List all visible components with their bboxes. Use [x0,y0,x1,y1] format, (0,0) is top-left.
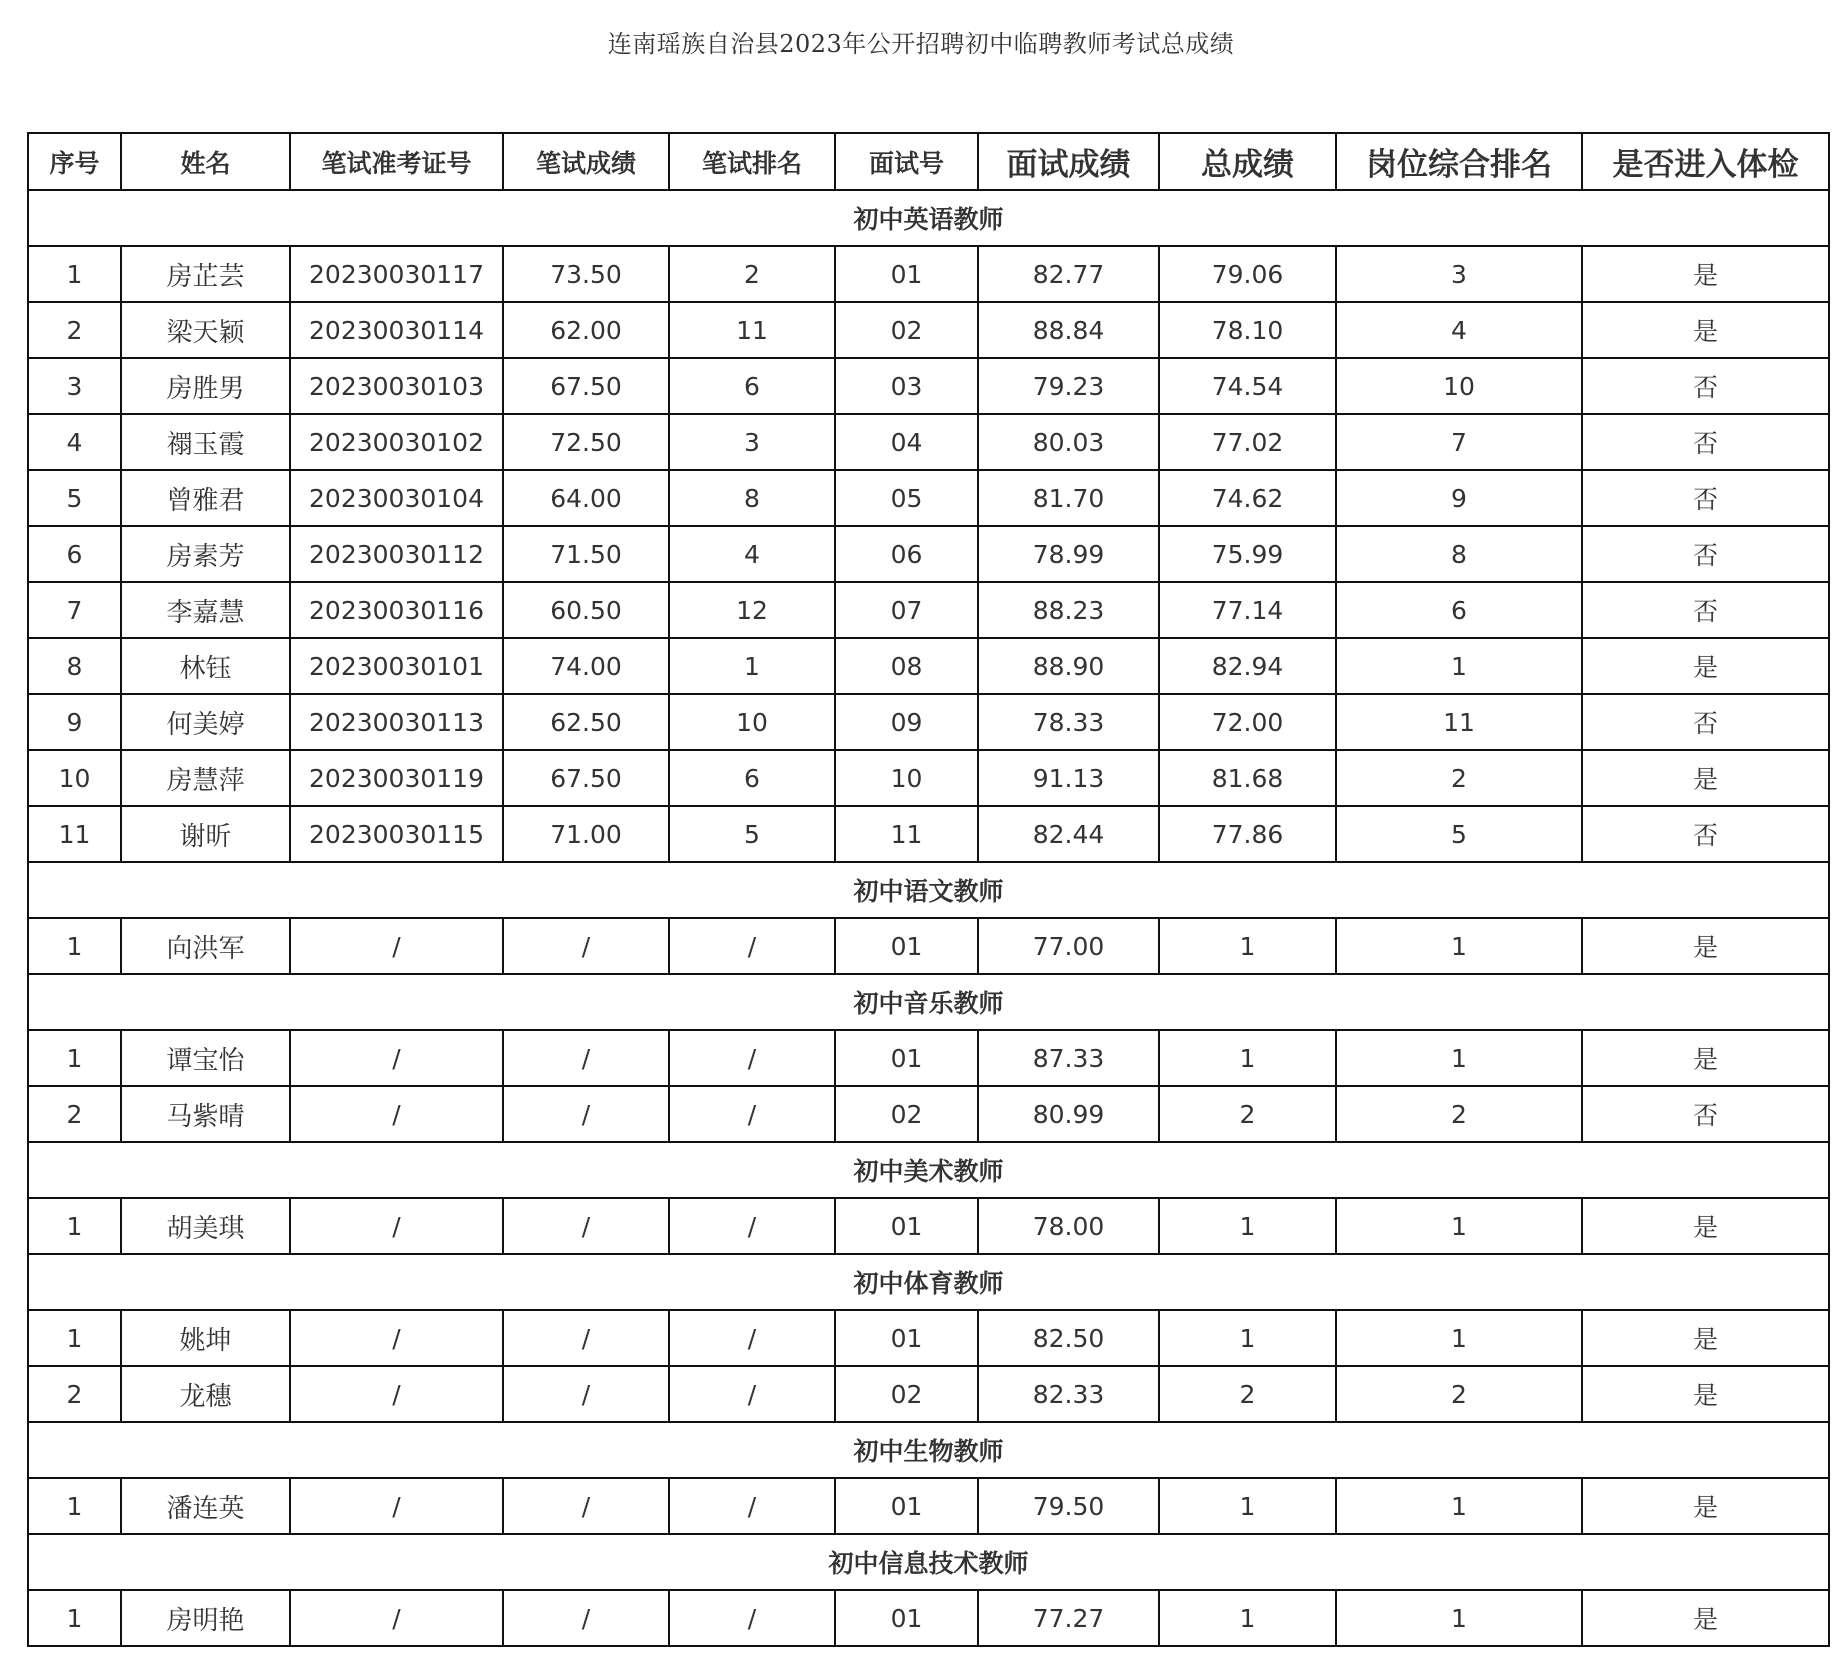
section-header-row [28,974,1829,1030]
cell-written-rank: / [669,918,835,974]
cell-physical-exam: 否 [1582,1086,1829,1142]
cell-interview-score: 88.84 [978,302,1159,358]
table-row [28,750,1829,806]
cell-position-rank: 1 [1336,638,1582,694]
cell-physical-exam: 否 [1582,526,1829,582]
cell-name: 房明艳 [121,1590,290,1646]
cell-position-rank: 10 [1336,358,1582,414]
cell-interview-score: 80.99 [978,1086,1159,1142]
table-row [28,470,1829,526]
cell-total-score: 1 [1159,918,1336,974]
cell-interview-no: 03 [835,358,978,414]
cell-written-score: / [503,1590,669,1646]
table-row [28,302,1829,358]
cell-interview-score: 88.23 [978,582,1159,638]
cell-physical-exam: 否 [1582,470,1829,526]
cell-position-rank: 1 [1336,1590,1582,1646]
cell-physical-exam: 否 [1582,358,1829,414]
cell-interview-score: 78.99 [978,526,1159,582]
cell-interview-no: 11 [835,806,978,862]
cell-written-rank: / [669,1198,835,1254]
cell-written-rank: / [669,1086,835,1142]
section-title: 初中信息技术教师 [28,1534,1829,1590]
cell-position-rank: 1 [1336,1198,1582,1254]
cell-written-rank: / [669,1478,835,1534]
cell-written-id: 20230030104 [290,470,503,526]
table-row [28,1030,1829,1086]
cell-physical-exam: 否 [1582,414,1829,470]
cell-written-score: / [503,1310,669,1366]
cell-position-rank: 1 [1336,1478,1582,1534]
header-written-rank: 笔试排名 [669,133,835,190]
header-row [28,133,1829,190]
cell-physical-exam: 是 [1582,1366,1829,1422]
cell-position-rank: 9 [1336,470,1582,526]
section-title: 初中音乐教师 [28,974,1829,1030]
cell-physical-exam: 是 [1582,1478,1829,1534]
cell-written-id: 20230030112 [290,526,503,582]
cell-seq: 2 [28,302,121,358]
cell-total-score: 1 [1159,1198,1336,1254]
cell-written-id: / [290,1030,503,1086]
cell-name: 谢昕 [121,806,290,862]
cell-name: 马紫晴 [121,1086,290,1142]
table-row [28,414,1829,470]
cell-physical-exam: 是 [1582,750,1829,806]
cell-interview-score: 87.33 [978,1030,1159,1086]
cell-total-score: 77.86 [1159,806,1336,862]
cell-written-score: 71.00 [503,806,669,862]
cell-interview-no: 01 [835,918,978,974]
cell-total-score: 1 [1159,1478,1336,1534]
cell-interview-no: 07 [835,582,978,638]
cell-written-score: 71.50 [503,526,669,582]
cell-name: 梁天颖 [121,302,290,358]
cell-position-rank: 1 [1336,1310,1582,1366]
table-row [28,694,1829,750]
section-title: 初中生物教师 [28,1422,1829,1478]
cell-written-id: 20230030115 [290,806,503,862]
table-row [28,1310,1829,1366]
table-row [28,1086,1829,1142]
cell-written-rank: 6 [669,750,835,806]
cell-position-rank: 2 [1336,1086,1582,1142]
cell-physical-exam: 是 [1582,1198,1829,1254]
cell-written-id: / [290,1198,503,1254]
cell-written-score: 67.50 [503,358,669,414]
cell-position-rank: 2 [1336,1366,1582,1422]
header-written-score: 笔试成绩 [503,133,669,190]
cell-seq: 8 [28,638,121,694]
cell-total-score: 75.99 [1159,526,1336,582]
scores-table [27,132,1830,1647]
cell-interview-no: 01 [835,246,978,302]
cell-seq: 1 [28,1198,121,1254]
cell-interview-score: 79.23 [978,358,1159,414]
cell-total-score: 74.62 [1159,470,1336,526]
cell-interview-score: 82.77 [978,246,1159,302]
header-seq: 序号 [28,133,121,190]
cell-written-score: 64.00 [503,470,669,526]
cell-interview-no: 06 [835,526,978,582]
cell-interview-score: 79.50 [978,1478,1159,1534]
cell-interview-score: 82.33 [978,1366,1159,1422]
cell-seq: 1 [28,246,121,302]
cell-total-score: 79.06 [1159,246,1336,302]
section-header-row [28,190,1829,246]
cell-position-rank: 11 [1336,694,1582,750]
cell-total-score: 77.02 [1159,414,1336,470]
cell-written-score: / [503,1366,669,1422]
cell-written-score: / [503,1030,669,1086]
cell-written-id: / [290,1086,503,1142]
cell-written-score: / [503,1198,669,1254]
header-position-rank: 岗位综合排名 [1336,133,1582,190]
cell-name: 林钰 [121,638,290,694]
cell-written-rank: 12 [669,582,835,638]
section-title: 初中英语教师 [28,190,1829,246]
cell-written-score: / [503,1478,669,1534]
cell-written-rank: / [669,1590,835,1646]
cell-interview-score: 77.00 [978,918,1159,974]
cell-seq: 3 [28,358,121,414]
cell-name: 潘连英 [121,1478,290,1534]
cell-interview-no: 08 [835,638,978,694]
cell-written-id: 20230030102 [290,414,503,470]
cell-seq: 7 [28,582,121,638]
cell-written-rank: / [669,1366,835,1422]
cell-interview-no: 01 [835,1310,978,1366]
cell-interview-no: 02 [835,302,978,358]
cell-written-rank: 4 [669,526,835,582]
cell-position-rank: 4 [1336,302,1582,358]
cell-interview-score: 91.13 [978,750,1159,806]
cell-name: 禤玉霞 [121,414,290,470]
cell-interview-score: 82.50 [978,1310,1159,1366]
cell-seq: 1 [28,1030,121,1086]
cell-written-id: 20230030101 [290,638,503,694]
cell-seq: 6 [28,526,121,582]
cell-interview-no: 09 [835,694,978,750]
cell-written-rank: / [669,1310,835,1366]
cell-written-id: 20230030117 [290,246,503,302]
cell-written-score: / [503,1086,669,1142]
cell-written-rank: 10 [669,694,835,750]
cell-position-rank: 6 [1336,582,1582,638]
table-row [28,638,1829,694]
cell-position-rank: 5 [1336,806,1582,862]
cell-written-score: 73.50 [503,246,669,302]
cell-interview-score: 81.70 [978,470,1159,526]
cell-written-id: 20230030116 [290,582,503,638]
cell-position-rank: 7 [1336,414,1582,470]
cell-total-score: 72.00 [1159,694,1336,750]
cell-interview-no: 01 [835,1198,978,1254]
cell-total-score: 77.14 [1159,582,1336,638]
cell-written-rank: 8 [669,470,835,526]
section-header-row [28,862,1829,918]
cell-name: 龙穗 [121,1366,290,1422]
cell-seq: 2 [28,1366,121,1422]
cell-written-id: / [290,1310,503,1366]
cell-physical-exam: 是 [1582,1030,1829,1086]
header-physical-exam: 是否进入体检 [1582,133,1829,190]
cell-physical-exam: 是 [1582,638,1829,694]
cell-total-score: 81.68 [1159,750,1336,806]
table-row [28,918,1829,974]
cell-written-rank: 3 [669,414,835,470]
cell-seq: 1 [28,918,121,974]
cell-total-score: 1 [1159,1310,1336,1366]
section-header-row [28,1142,1829,1198]
table-row [28,1366,1829,1422]
cell-interview-no: 10 [835,750,978,806]
cell-total-score: 82.94 [1159,638,1336,694]
cell-physical-exam: 否 [1582,694,1829,750]
cell-written-id: / [290,1366,503,1422]
cell-interview-no: 01 [835,1590,978,1646]
cell-written-rank: / [669,1030,835,1086]
table-row [28,582,1829,638]
cell-interview-score: 80.03 [978,414,1159,470]
cell-interview-no: 01 [835,1478,978,1534]
cell-total-score: 2 [1159,1086,1336,1142]
cell-interview-score: 78.00 [978,1198,1159,1254]
cell-position-rank: 1 [1336,918,1582,974]
cell-written-id: / [290,918,503,974]
cell-physical-exam: 是 [1582,1590,1829,1646]
cell-written-id: 20230030103 [290,358,503,414]
section-title: 初中语文教师 [28,862,1829,918]
cell-physical-exam: 是 [1582,246,1829,302]
cell-name: 房胜男 [121,358,290,414]
page-title: 连南瑶族自治县2023年公开招聘初中临聘教师考试总成绩 [607,30,1235,58]
cell-seq: 1 [28,1478,121,1534]
cell-seq: 10 [28,750,121,806]
table-row [28,526,1829,582]
cell-interview-no: 05 [835,470,978,526]
cell-seq: 1 [28,1590,121,1646]
cell-position-rank: 3 [1336,246,1582,302]
cell-written-score: 67.50 [503,750,669,806]
cell-name: 房素芳 [121,526,290,582]
cell-seq: 9 [28,694,121,750]
cell-total-score: 78.10 [1159,302,1336,358]
cell-physical-exam: 否 [1582,806,1829,862]
cell-name: 房芷芸 [121,246,290,302]
cell-seq: 11 [28,806,121,862]
cell-name: 胡美琪 [121,1198,290,1254]
cell-written-rank: 5 [669,806,835,862]
cell-interview-no: 01 [835,1030,978,1086]
section-header-row [28,1254,1829,1310]
cell-seq: 4 [28,414,121,470]
cell-written-score: 62.00 [503,302,669,358]
table-row [28,246,1829,302]
cell-physical-exam: 是 [1582,918,1829,974]
cell-seq: 2 [28,1086,121,1142]
cell-physical-exam: 否 [1582,582,1829,638]
cell-position-rank: 1 [1336,1030,1582,1086]
cell-total-score: 1 [1159,1030,1336,1086]
table-row [28,1198,1829,1254]
header-interview-score: 面试成绩 [978,133,1159,190]
cell-name: 曾雅君 [121,470,290,526]
cell-name: 向洪军 [121,918,290,974]
table-row [28,806,1829,862]
cell-written-id: 20230030119 [290,750,503,806]
cell-interview-no: 02 [835,1366,978,1422]
section-header-row [28,1422,1829,1478]
cell-written-rank: 2 [669,246,835,302]
cell-written-rank: 6 [669,358,835,414]
header-name: 姓名 [121,133,290,190]
cell-written-id: / [290,1478,503,1534]
cell-written-score: 74.00 [503,638,669,694]
cell-total-score: 74.54 [1159,358,1336,414]
cell-written-id: / [290,1590,503,1646]
cell-written-id: 20230030114 [290,302,503,358]
cell-position-rank: 2 [1336,750,1582,806]
cell-name: 房慧萍 [121,750,290,806]
cell-name: 谭宝怡 [121,1030,290,1086]
table-row [28,358,1829,414]
table-row [28,1478,1829,1534]
cell-name: 姚坤 [121,1310,290,1366]
section-header-row [28,1534,1829,1590]
cell-interview-score: 88.90 [978,638,1159,694]
cell-seq: 5 [28,470,121,526]
cell-name: 李嘉慧 [121,582,290,638]
cell-total-score: 2 [1159,1366,1336,1422]
cell-physical-exam: 是 [1582,1310,1829,1366]
cell-interview-score: 77.27 [978,1590,1159,1646]
section-title: 初中体育教师 [28,1254,1829,1310]
cell-interview-no: 02 [835,1086,978,1142]
cell-interview-score: 82.44 [978,806,1159,862]
header-written-id: 笔试准考证号 [290,133,503,190]
cell-written-score: 72.50 [503,414,669,470]
cell-written-score: / [503,918,669,974]
table-body [28,190,1829,1646]
cell-position-rank: 8 [1336,526,1582,582]
section-title: 初中美术教师 [28,1142,1829,1198]
cell-total-score: 1 [1159,1590,1336,1646]
header-interview-no: 面试号 [835,133,978,190]
cell-interview-score: 78.33 [978,694,1159,750]
cell-name: 何美婷 [121,694,290,750]
cell-written-rank: 11 [669,302,835,358]
cell-written-score: 62.50 [503,694,669,750]
cell-seq: 1 [28,1310,121,1366]
cell-written-id: 20230030113 [290,694,503,750]
cell-physical-exam: 是 [1582,302,1829,358]
table-row [28,1590,1829,1646]
header-total-score: 总成绩 [1159,133,1336,190]
cell-interview-no: 04 [835,414,978,470]
cell-written-score: 60.50 [503,582,669,638]
cell-written-rank: 1 [669,638,835,694]
